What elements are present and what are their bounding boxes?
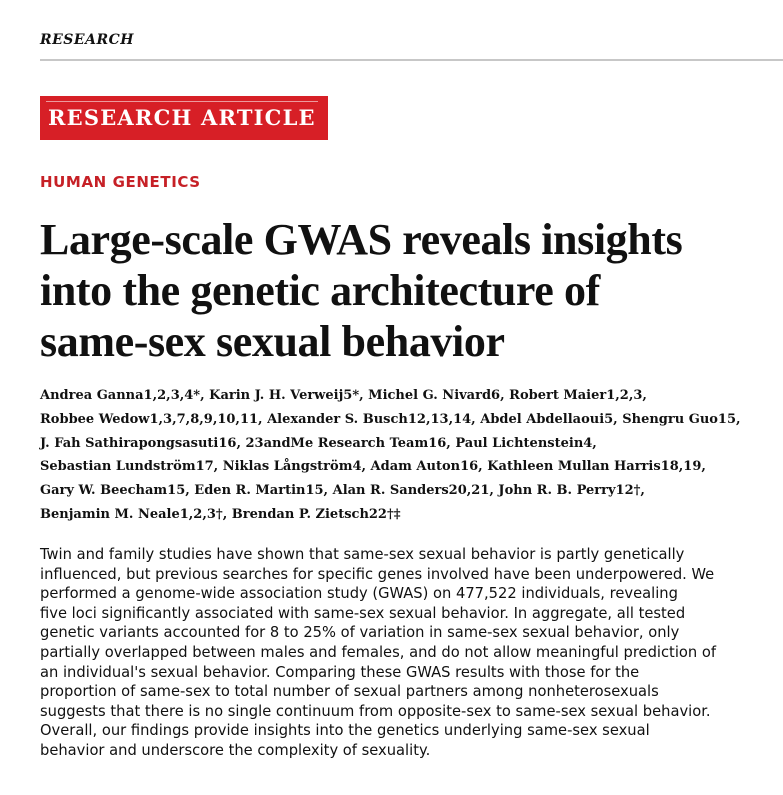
author-line: Gary W. Beecham15, Eden R. Martin15, Alan R. Sanders20,21, John R. B. Perry12†, [40, 483, 645, 499]
abstract-line: genetic variants accounted for 8 to 25% of variation in same-sex sexual behavior, only [40, 624, 680, 642]
abstract-line: partially overlapped between males and females, and do not allow meaningful prediction of [40, 643, 717, 661]
abstract-line: Twin and family studies have shown that same-sex sexual behavior is partly genetically [40, 546, 685, 563]
banner-rule [46, 101, 318, 102]
article-type-label: RESEARCH ARTICLE [48, 105, 316, 130]
author-line: Sebastian Lundström17, Niklas Långström4, Adam Auton16, Kathleen Mullan Harris18,19, [40, 459, 706, 475]
abstract [40, 545, 783, 761]
abstract-line: performed a genome-wide association study (GWAS) on 477,522 individuals, revealing [40, 585, 678, 603]
subject-kicker: HUMAN GENETICS [40, 173, 201, 191]
author-line: Andrea Ganna1,2,3,4*, Karin J. H. Verweij5*, Michel G. Nivard6, Robert Maier1,2,3, [40, 388, 647, 403]
author-line: Robbee Wedow1,3,7,8,9,10,11, Alexander S. Busch12,13,14, Abdel Abdellaoui5, Shengru Guo15, [40, 411, 741, 427]
abstract-line: suggests that there is no single continuum from opposite-sex to same-sex sexual behavior. [40, 702, 711, 720]
article-type-banner [40, 96, 328, 140]
header-divider [40, 59, 783, 61]
abstract-line: proportion of same-sex to total number of sexual partners among nonheterosexuals [40, 683, 659, 701]
author-line: Benjamin M. Neale1,2,3†, Brendan P. Zietsch22†‡ [40, 506, 401, 522]
section-label: RESEARCH [40, 32, 134, 48]
article-title [40, 214, 760, 367]
title-line: same-sex sexual behavior [40, 317, 505, 366]
title-line: Large-scale GWAS reveals insights [40, 215, 683, 264]
abstract-line: Overall, our findings provide insights into the genetics underlying same-sex sexual [40, 722, 650, 740]
author-list [40, 384, 780, 527]
abstract-line: influenced, but previous searches for specific genes involved have been underpowered. We [40, 565, 715, 583]
abstract-line: behavior and underscore the complexity of sexuality. [40, 741, 431, 759]
title-line: into the genetic architecture of [40, 266, 600, 315]
abstract-line: an individual's sexual behavior. Comparing these GWAS results with those for the [40, 663, 640, 681]
author-line: J. Fah Sathirapongsasuti16, 23andMe Research Team16, Paul Lichtenstein4, [40, 435, 597, 451]
abstract-line: five loci significantly associated with same-sex sexual behavior. In aggregate, all tested [40, 604, 686, 622]
